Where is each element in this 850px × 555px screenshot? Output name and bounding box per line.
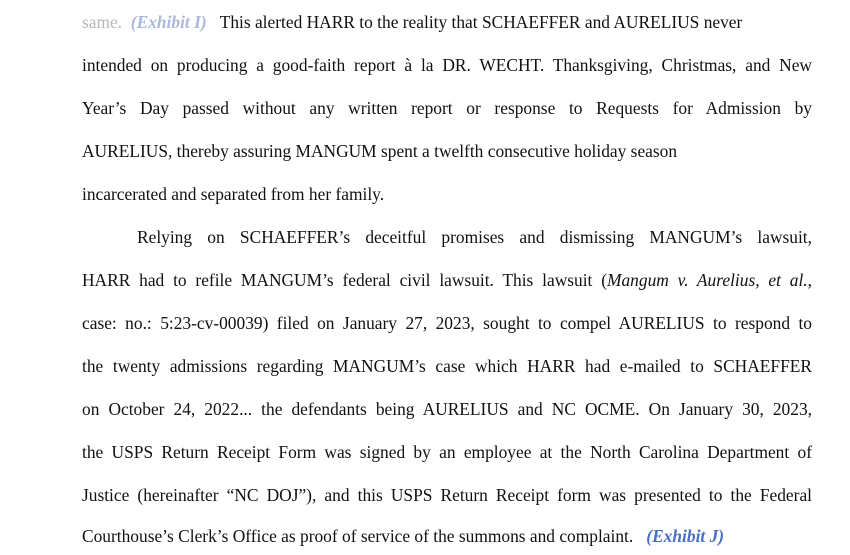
paragraph2-line8 bbox=[82, 525, 812, 547]
paragraph2-line1: Relying on SCHAEFFER’s deceitful promises and dismissing MANGUM’s lawsuit, bbox=[137, 227, 812, 247]
paragraph2-line4: the twenty admissions regarding MANGUM’s case which HARR had e-mailed to SCHAEFFER bbox=[82, 356, 812, 376]
paragraph1-line1-text: This alerted HARR to the reality that SCHAEFFER and AURELIUS never bbox=[219, 12, 743, 32]
paragraph2-line5: on October 24, 2022... the defendants being AURELIUS and NC OCME. On January 30, 2023, bbox=[82, 399, 812, 419]
paragraph2-line2 bbox=[82, 269, 812, 291]
exhibit-i-reference: (Exhibit I) bbox=[130, 12, 207, 32]
case-name: Mangum v. Aurelius, et al. bbox=[607, 270, 808, 290]
paragraph2-line2-after: , bbox=[807, 270, 812, 290]
paragraph1-line3: Year’s Day passed without any written report or response to Requests for Admission by bbox=[82, 98, 812, 118]
paragraph2-line6: the USPS Return Receipt Form was signed by an employee at the North Carolina Department of bbox=[82, 442, 812, 462]
faded-word: same. bbox=[82, 12, 123, 32]
exhibit-j-reference: (Exhibit J) bbox=[646, 526, 725, 546]
paragraph1-line2: intended on producing a good-faith report à la DR. WECHT. Thanksgiving, Christmas, and New bbox=[82, 55, 812, 75]
paragraph1-line5: incarcerated and separated from her family. bbox=[82, 184, 385, 204]
paragraph1-line1 bbox=[82, 11, 812, 33]
paragraph2-line7: Justice (hereinafter “NC DOJ”), and this USPS Return Receipt form was presented to the Federal bbox=[82, 485, 812, 505]
paragraph2-line3: case: no.: 5:23-cv-00039) filed on January 27, 2023, sought to compel AURELIUS to respond to bbox=[82, 313, 812, 333]
paragraph2-line2-before: HARR had to refile MANGUM’s federal civil lawsuit. This lawsuit ( bbox=[82, 270, 607, 290]
paragraph1-line4: AURELIUS, thereby assuring MANGUM spent a twelfth consecutive holiday season bbox=[82, 141, 678, 161]
paragraph2-line8-text: Courthouse’s Clerk’s Office as proof of service of the summons and complaint. bbox=[82, 526, 634, 546]
